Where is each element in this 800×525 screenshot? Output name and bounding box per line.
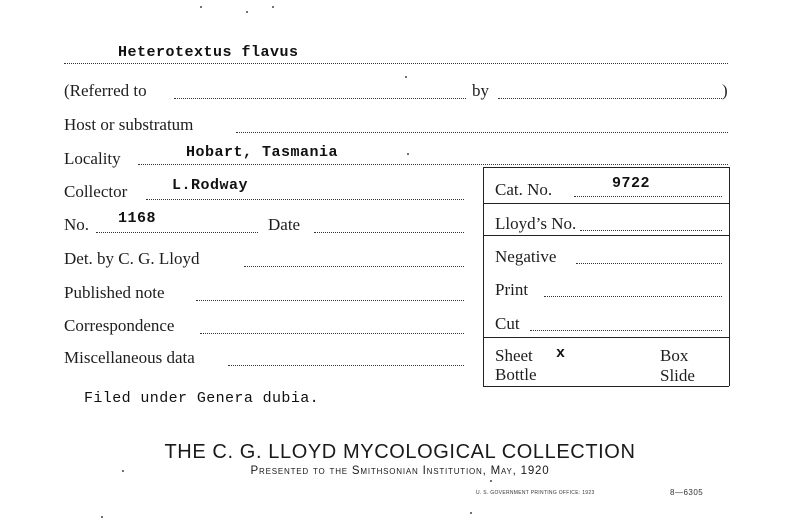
- speck: [200, 6, 202, 8]
- sheet-mark: x: [556, 345, 566, 362]
- host-label: Host or substratum: [64, 115, 194, 134]
- published-note-line: [196, 300, 464, 301]
- published-note-label: Published note: [64, 283, 165, 302]
- printing-office-imprint: U. S. GOVERNMENT PRINTING OFFICE: 1923: [476, 490, 595, 496]
- locality-label: Locality: [64, 149, 121, 168]
- det-by-line: [244, 266, 464, 267]
- bottle-label: Bottle: [495, 365, 537, 384]
- speck: [101, 516, 103, 518]
- date-label: Date: [268, 215, 301, 234]
- collector-value: L.Rodway: [172, 177, 249, 194]
- misc-data-line: [228, 365, 464, 366]
- box-divider-cut: [483, 337, 729, 338]
- cut-label: Cut: [495, 314, 520, 333]
- speck: [272, 6, 274, 8]
- locality-line: [138, 164, 728, 165]
- box-top-border: [483, 167, 729, 168]
- referred-to-label: (Referred to: [64, 81, 147, 100]
- speck: [470, 512, 472, 514]
- det-by-label: Det. by C. G. Lloyd: [64, 249, 200, 268]
- form-number: 8—6305: [670, 488, 704, 497]
- correspondence-line: [200, 333, 464, 334]
- locality-value: Hobart, Tasmania: [186, 144, 339, 161]
- no-line: [96, 232, 258, 233]
- misc-data-label: Miscellaneous data: [64, 348, 195, 367]
- referred-to-line: [174, 98, 466, 99]
- species-line: [64, 63, 728, 64]
- cat-no-line: [574, 196, 722, 197]
- box-right-border: [729, 167, 730, 386]
- cat-no-label: Cat. No.: [495, 180, 553, 199]
- sheet-label: Sheet: [495, 346, 533, 365]
- presented-line: Presented to the Smithsonian Institution, May, 1920: [250, 465, 550, 477]
- lloyds-no-label: Lloyd’s No.: [495, 214, 577, 233]
- collection-title: THE C. G. LLOYD MYCOLOGICAL COLLECTION: [164, 441, 636, 463]
- negative-line: [576, 263, 722, 264]
- date-line: [314, 232, 464, 233]
- cut-line: [530, 330, 722, 331]
- collector-line: [146, 199, 464, 200]
- slide-label: Slide: [660, 366, 695, 385]
- speck: [407, 153, 409, 155]
- negative-label: Negative: [495, 247, 557, 266]
- print-label: Print: [495, 280, 529, 299]
- close-paren: ): [722, 81, 728, 100]
- by-label: by: [472, 81, 489, 100]
- box-divider-lloyds: [483, 235, 729, 236]
- filed-note: Filed under Genera dubia.: [84, 390, 320, 407]
- speck: [246, 11, 248, 13]
- no-label: No.: [64, 215, 90, 234]
- box-label: Box: [660, 346, 689, 365]
- speck: [490, 480, 492, 482]
- box-bottom-border: [483, 386, 729, 387]
- collector-label: Collector: [64, 182, 128, 201]
- print-line: [544, 296, 722, 297]
- speck: [405, 76, 407, 78]
- correspondence-label: Correspondence: [64, 316, 175, 335]
- box-divider-catno: [483, 203, 729, 204]
- box-left-border: [483, 167, 484, 386]
- cat-no-value: 9722: [612, 175, 651, 192]
- by-line: [498, 98, 722, 99]
- host-line: [236, 132, 728, 133]
- no-value: 1168: [118, 210, 157, 227]
- species-name: Heterotextus flavus: [118, 44, 299, 61]
- lloyds-no-line: [580, 230, 722, 231]
